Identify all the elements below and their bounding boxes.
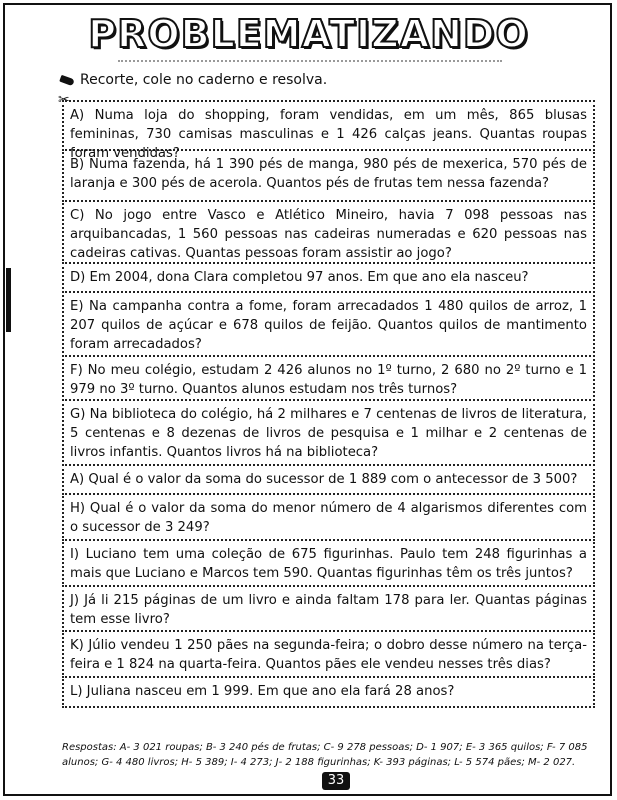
page-title: PROBLEMATIZANDO [88, 12, 529, 56]
pencil-icon [59, 74, 75, 85]
title-divider [118, 60, 502, 62]
question-e: E) Na campanha contra a fome, foram arrecadados 1 480 quilos de arroz, 1 207 quilos de açúcar e 678 quilos de feijão. Quantos quilos de mantimento foram arrecadados? [62, 291, 595, 357]
question-i: I) Luciano tem uma coleção de 675 figurinhas. Paulo tem 248 figurinhas a mais que Luciano e Marcos tem 590. Quantas figurinhas têm os três juntos? [62, 539, 595, 587]
question-b: B) Numa fazenda, há 1 390 pés de manga, 980 pés de mexerica, 570 pés de laranja e 300 pés de acerola. Quantos pés de frutas tem nessa fazenda? [62, 149, 595, 202]
question-k: K) Júlio vendeu 1 250 pães na segunda-feira; o dobro desse número na terça-feira e 1 824 na quarta-feira. Quantos pães ele vendeu nesses três dias? [62, 630, 595, 678]
question-j: J) Já li 215 páginas de um livro e ainda faltam 178 para ler. Quantas páginas tem esse livro? [62, 585, 595, 632]
question-h: H) Qual é o valor da soma do menor número de 4 algarismos diferentes com o sucessor de 3 249? [62, 493, 595, 541]
question-f: F) No meu colégio, estudam 2 426 alunos no 1º turno, 2 680 no 2º turno e 1 979 no 3º turno. Quantos alunos estudam nos três turnos? [62, 355, 595, 401]
question-a: A) Numa loja do shopping, foram vendidas, em um mês, 865 blusas femininas, 730 camisas masculinas e 1 426 calças jeans. Quantas roupas foram vendidas? [62, 100, 595, 151]
question-a2: A) Qual é o valor da soma do sucessor de 1 889 com o antecessor de 3 500? [62, 464, 595, 495]
page-number: 33 [322, 772, 350, 790]
question-c: C) No jogo entre Vasco e Atlético Mineiro, havia 7 098 pessoas nas arquibancadas, 1 560 pessoas nas cadeiras numeradas e 620 pessoas nas cadeiras cativas. Quantas pessoas foram assistir ao jogo? [62, 200, 595, 264]
scissors-icon: ✂ [58, 92, 70, 108]
instruction [60, 72, 327, 88]
question-l: L) Juliana nasceu em 1 999. Em que ano ela fará 28 anos? [62, 676, 595, 708]
question-list [62, 102, 595, 708]
margin-mark [6, 268, 11, 332]
question-g: G) Na biblioteca do colégio, há 2 milhares e 7 centenas de livros de literatura, 5 centenas e 8 dezenas de livros de pesquisa e 1 milhar e 2 centenas de livros infantis. Quantos livros há na biblioteca? [62, 399, 595, 466]
answer-key: Respostas: A- 3 021 roupas; B- 3 240 pés de frutas; C- 9 278 pessoas; D- 1 907; E- 3 365 quilos; F- 7 085 alunos; G- 4 480 livros; H- 5 389; I- 4 273; J- 2 188 figurinhas; K- 393 páginas; L- 5 574 pães; M- 2 027. [62, 742, 588, 768]
question-d: D) Em 2004, dona Clara completou 97 anos. Em que ano ela nasceu? [62, 262, 595, 293]
instruction-text: Recorte, cole no caderno e resolva. [80, 72, 328, 88]
